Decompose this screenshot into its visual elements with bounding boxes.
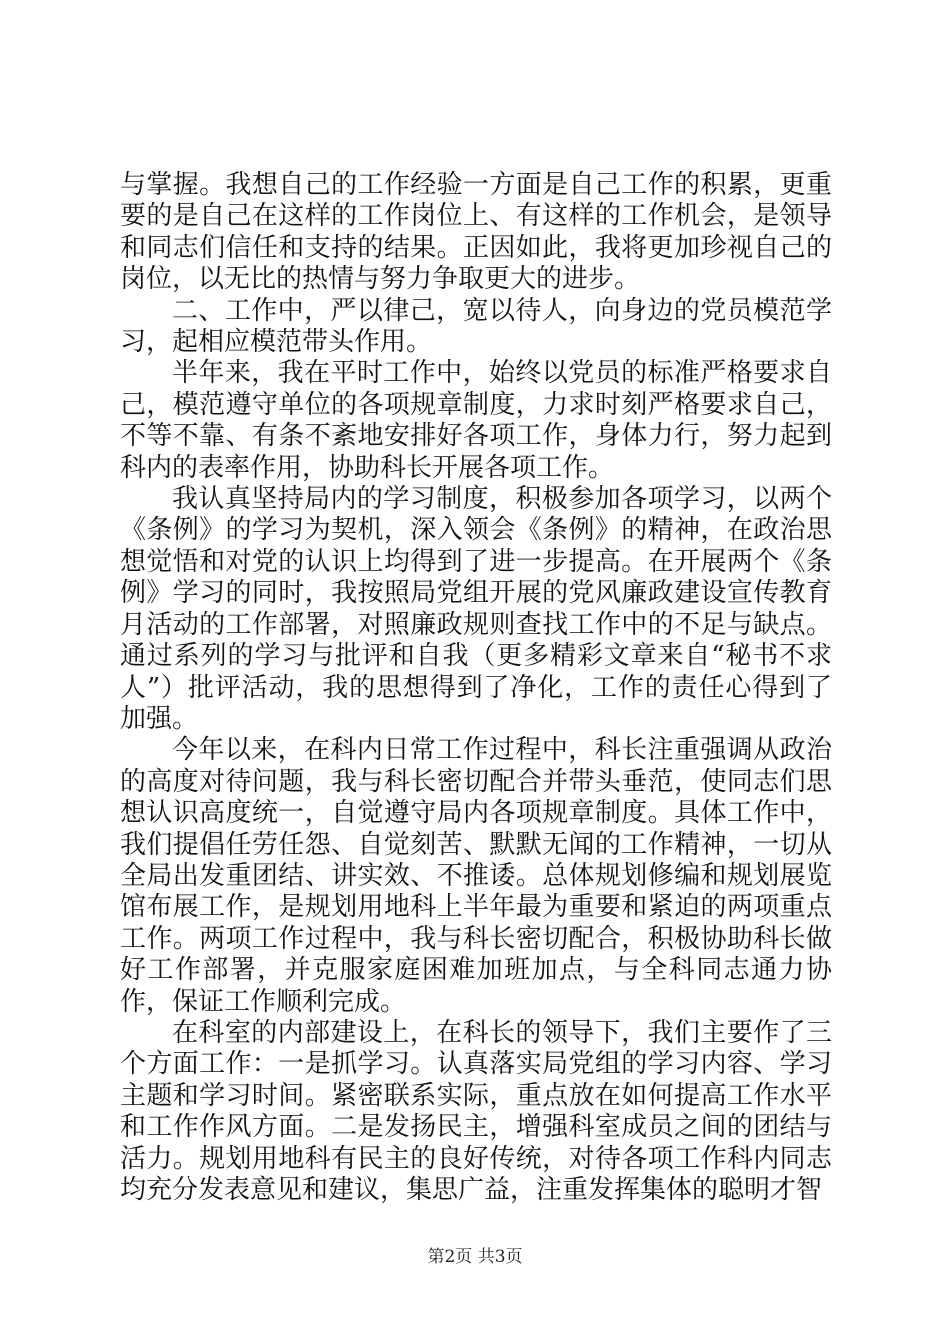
paragraph-2: 二、工作中，严以律己，宽以待人，向身边的党员模范学习，起相应模范带头作用。 (120, 295, 832, 358)
paragraph-4: 我认真坚持局内的学习制度，积极参加各项学习，以两个《条例》的学习为契机，深入领会《条例》的精神，在政治思想觉悟和对党的认识上均得到了进一步提高。在开展两个《条例》学习的同时，我按照局党组开展的党风廉政建设宣传教育月活动的工作部署，对照廉政规则查找工作中的不足与缺点。通过系列的学习与批评和自我（更多精彩文章来自“秘书不求人”）批评活动，我的思想得到了净化，工作的责任心得到了加强。 (120, 484, 832, 734)
paragraph-5: 今年以来，在科内日常工作过程中，科长注重强调从政治的高度对待问题，我与科长密切配合并带头垂范，使同志们思想认识高度统一，自觉遵守局内各项规章制度。具体工作中，我们提倡任劳任怨、自觉刻苦、默默无闻的工作精神，一切从全局出发重团结、讲实效、不推诿。总体规划修编和规划展览馆布展工作，是规划用地科上半年最为重要和紧迫的两项重点工作。两项工作过程中，我与科长密切配合，积极协助科长做好工作部署，并克服家庭困难加班加点，与全科同志通力协作，保证工作顺利完成。 (120, 735, 832, 1017)
document-body (120, 170, 832, 1206)
paragraph-1: 与掌握。我想自己的工作经验一方面是自己工作的积累，更重要的是自己在这样的工作岗位上、有这样的工作机会，是领导和同志们信任和支持的结果。正因如此，我将更加珍视自己的岗位，以无比的热情与努力争取更大的进步。 (120, 170, 832, 295)
paragraph-3: 半年来，我在平时工作中，始终以党员的标准严格要求自己，模范遵守单位的各项规章制度，力求时刻严格要求自己，不等不靠、有条不紊地安排好各项工作，身体力行，努力起到科内的表率作用，协助科长开展各项工作。 (120, 358, 832, 483)
page-footer (0, 1247, 950, 1267)
page-number-label: 第2页 共3页 (427, 1247, 523, 1267)
paragraph-6: 在科室的内部建设上，在科长的领导下，我们主要作了三个方面工作：一是抓学习。认真落实局党组的学习内容、学习主题和学习时间。紧密联系实际，重点放在如何提高工作水平和工作作风方面。二是发扬民主，增强科室成员之间的团结与活力。规划用地科有民主的良好传统，对待各项工作科内同志均充分发表意见和建议，集思广益，注重发挥集体的聪明才智 (120, 1017, 832, 1205)
